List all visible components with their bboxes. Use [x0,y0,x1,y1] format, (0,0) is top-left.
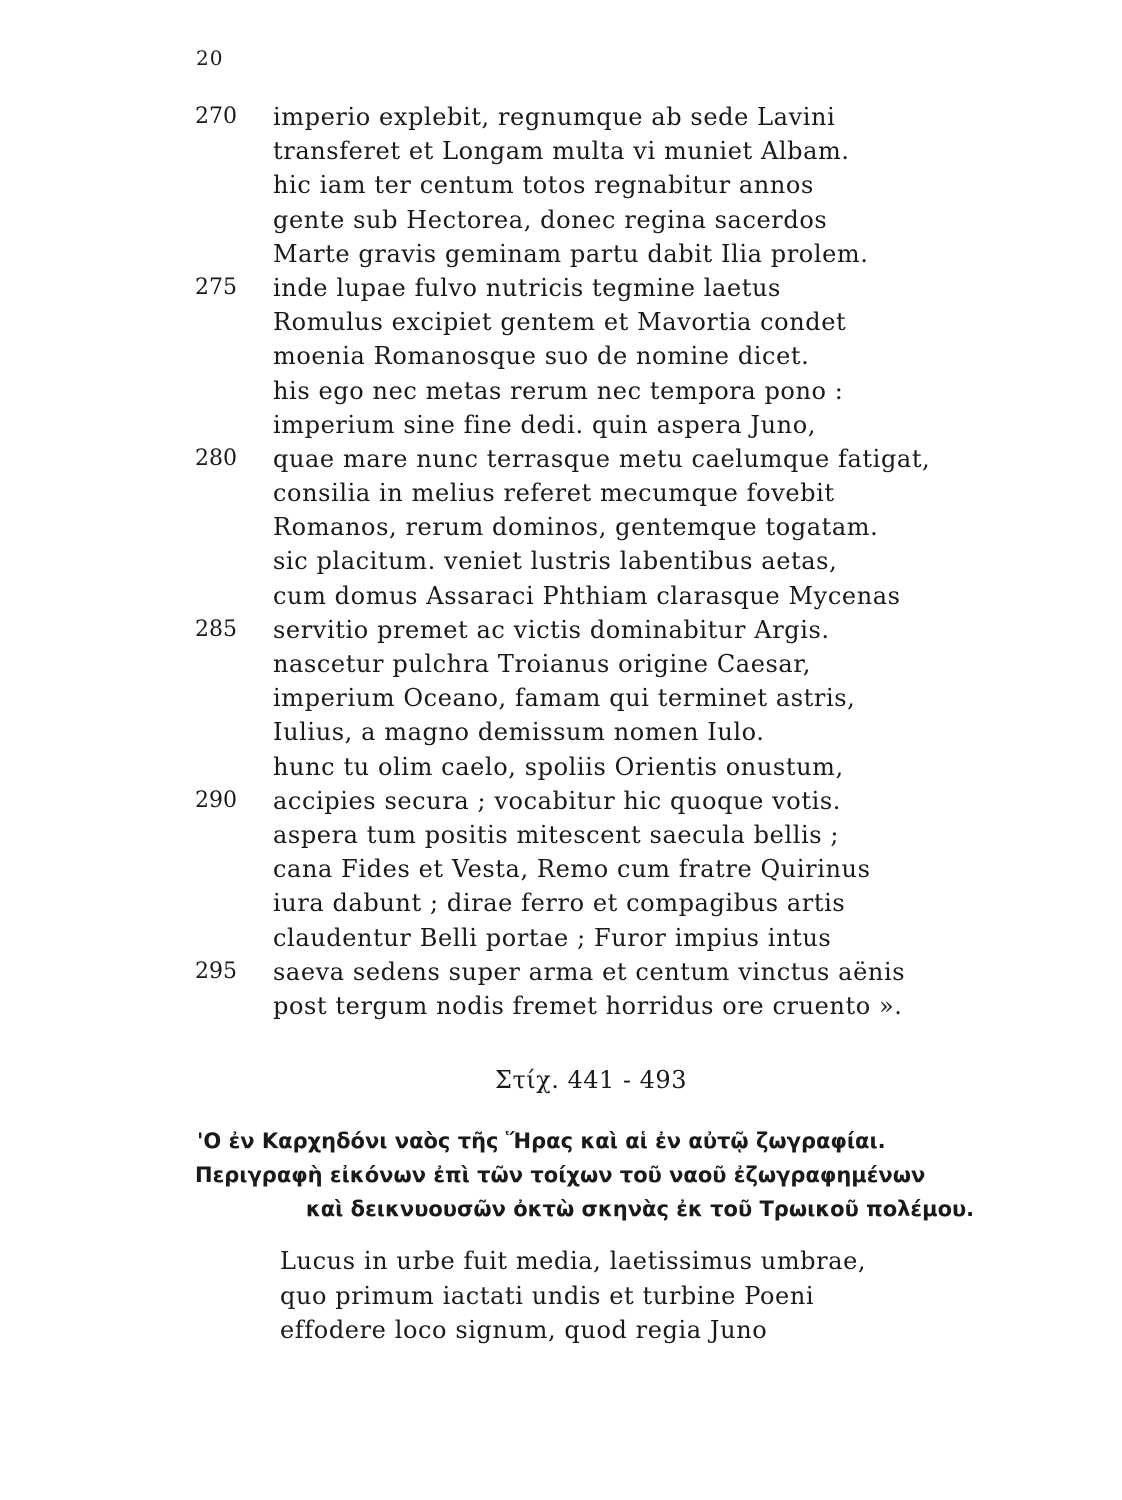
verse-line [195,750,1015,784]
line-number: 280 [195,445,237,471]
verse-line [195,339,1015,373]
verse-line [195,271,1015,305]
verse-text: servitio premet ac victis dominabitur Argis. [273,615,830,644]
verse-text: moenia Romanosque suo de nomine dicet. [273,342,810,371]
verse-text: cana Fides et Vesta, Remo cum fratre Quirinus [273,855,871,884]
verse-text: imperium sine fine dedi. quin aspera Juno, [273,410,816,439]
page-number: 20 [196,46,224,70]
verse-line [195,681,1015,715]
line-number: 285 [195,616,237,642]
verse-line [195,613,1015,647]
verse-text: cum domus Assaraci Phthiam clarasque Mycenas [273,581,901,610]
verse-text: nascetur pulchra Troianus origine Caesar, [273,650,811,678]
verse-text: sic placitum. veniet lustris labentibus aetas, [273,547,838,576]
verse-line [195,476,1015,510]
verse-text: gente sub Hectorea, donec regina sacerdos [273,205,828,234]
verse-text: inde lupae fulvo nutricis tegmine laetus [273,273,781,302]
heading-line: καὶ δεικνυουσῶν ὀκτὼ σκηνὰς ἐκ τοῦ Τρωικοῦ πολέμου. [305,1197,975,1221]
verse-text: claudentur Belli portae ; Furor impius intus [273,923,832,952]
verse-line [195,886,1015,920]
verse-line [195,203,1015,237]
verse-block [195,100,1015,1023]
verse-text: hic iam ter centum totos regnabitur annos [273,171,814,200]
verse-text: imperio explebit, regnumque ab sede Lavini [273,103,836,131]
verse-line [195,237,1015,271]
verse-text: quae mare nunc terrasque metu caelumque fatigat, [273,444,931,473]
line-number: 290 [195,787,237,813]
excerpt-block [280,1244,1040,1348]
verse-line [195,168,1015,202]
line-number: 275 [195,274,237,300]
line-number: 295 [195,958,237,984]
verse-line [195,818,1015,852]
verse-line [195,784,1015,818]
heading-line: Περιγραφὴ εἰκόνων ἐπὶ τῶν τοίχων τοῦ ναοῦ ἐζωγραφημένων [195,1163,926,1187]
verse-text: Marte gravis geminam partu dabit Ilia prolem. [273,239,869,268]
verse-text: consilia in melius referet mecumque fovebit [273,479,835,508]
excerpt-line: effodere loco signum, quod regia Juno [280,1316,768,1344]
verse-text: post tergum nodis fremet horridus ore cruento ». [273,991,903,1020]
verse-text: transferet et Longam multa vi muniet Albam. [273,137,850,166]
verse-line [195,955,1015,989]
verse-text: aspera tum positis mitescent saecula bellis ; [273,820,840,849]
verse-text: iura dabunt ; dirae ferro et compagibus artis [273,889,846,918]
verse-line [195,989,1015,1023]
verse-line [195,715,1015,749]
verse-text: imperium Oceano, famam qui terminet astris, [273,684,856,713]
verse-text: hunc tu olim caelo, spoliis Orientis onustum, [273,752,844,781]
verse-line [195,544,1015,578]
verse-line [195,579,1015,613]
verse-text: Romulus excipiet gentem et Mavortia condet [273,308,847,337]
excerpt-line: Lucus in urbe fuit media, laetissimus umbrae, [280,1247,867,1275]
verse-text: Iulius, a magno demissum nomen Iulo. [273,718,765,747]
verse-line [195,921,1015,955]
excerpt-line: quo primum iactati undis et turbine Poeni [280,1281,815,1310]
verse-text: saeva sedens super arma et centum vinctus aënis [273,957,906,986]
verse-line [195,852,1015,886]
verse-line [195,134,1015,168]
section-heading [195,1124,1045,1226]
verse-text: his ego nec metas rerum nec tempora pono : [273,376,844,405]
verse-text: accipies secura ; vocabitur hic quoque votis. [273,786,841,815]
verse-line [195,442,1015,476]
verse-line [195,510,1015,544]
verse-line [195,374,1015,408]
verse-text: Romanos, rerum dominos, gentemque togatam. [273,513,879,542]
verse-line [195,647,1015,681]
line-number: 270 [195,104,237,129]
verse-line [195,305,1015,339]
verse-line [195,100,1015,134]
section-reference: Στίχ. 441 - 493 [495,1066,687,1094]
verse-line [195,408,1015,442]
heading-line: 'Ο ἐν Καρχηδόνι ναὸς τῆς Ἥρας καὶ αἱ ἐν αὐτῷ ζωγραφίαι. [197,1129,886,1153]
